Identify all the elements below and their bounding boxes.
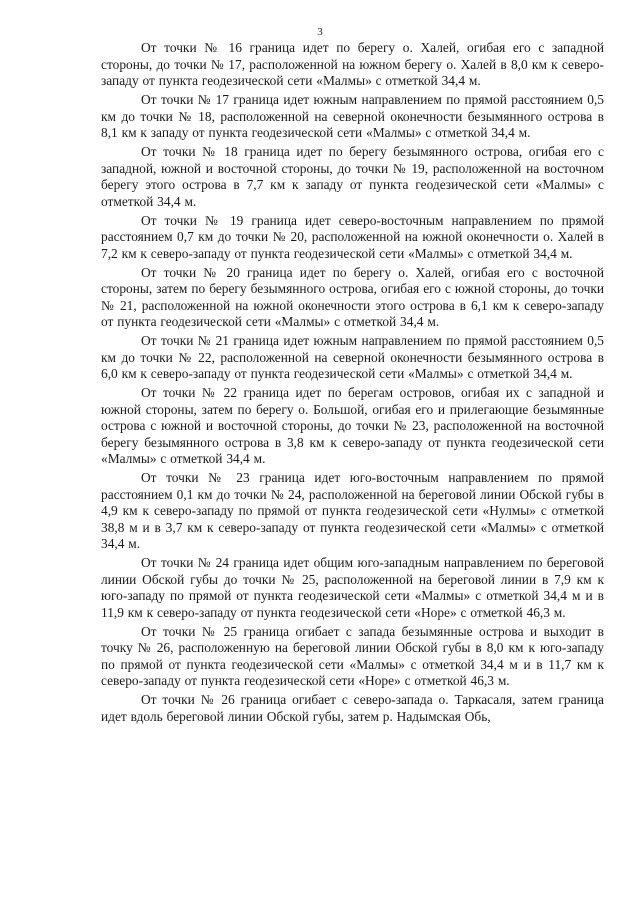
paragraph-point-26: От точки № 26 граница огибает с северо-запада о. Таркасаля, затем граница идет вдоль береговой линии Обской губы, затем р. Надымская Обь, [101,692,604,724]
paragraph-point-17: От точки № 17 граница идет южным направлением по прямой расстоянием 0,5 км до точки № 18, расположенной на северной оконечности безымянного острова в 8,1 км к западу от пункта геодезической сети «Малмы» с отметкой 34,4 м. [101,92,604,140]
paragraph-point-20: От точки № 20 граница идет по берегу о. Халей, огибая его с восточной стороны, затем по берегу безымянного острова, огибая его с южной стороны, до точки № 21, расположенной на южной оконечности этого острова в 6,1 км к северо-западу от пункта геодезической сети «Малмы» с отметкой 34,4 м. [101,264,604,329]
paragraph-point-25: От точки № 25 граница огибает с запада безымянные острова и выходит в точку № 26, расположенную на береговой линии Обской губы в 8,0 км к юго-западу по прямой от пункта геодезической сети «Малмы» с отметкой 34,4 м и в 11,7 км к северо-западу от пункта геодезической сети «Норе» с отметкой 46,3 м. [101,623,604,688]
paragraph-point-24: От точки № 24 граница идет общим юго-западным направлением по береговой линии Обской губы до точки № 25, расположенной на береговой линии в 7,9 км к юго-западу по прямой от пункта геодезической сети «Малмы» с отметкой 34,4 м и в 11,9 км к северо-западу от пункта геодезической сети «Норе» с отметкой 46,3 м. [101,555,604,620]
paragraph-point-16: От точки № 16 граница идет по берегу о. Халей, огибая его с западной стороны, до точки № 17, расположенной на южном берегу о. Халей в 8,0 км к северо-западу от пункта геодезической сети «Малмы» с отметкой 34,4 м. [101,40,604,88]
document-body [101,40,604,728]
paragraph-point-18: От точки № 18 граница идет по берегу безымянного острова, огибая его с западной, южной и восточной стороны, до точки № 19, расположенной на восточном берегу этого острова в 7,7 км к западу от пункта геодезической сети «Малмы» с отметкой 34,4 м. [101,144,604,209]
page-number: 3 [317,26,323,38]
paragraph-point-22: От точки № 22 граница идет по берегам островов, огибая их с западной и южной стороны, затем по берегу о. Большой, огибая его и прилегающие безымянные острова с южной и восточной стороны, до точки № 23, расположенной на восточной берегу безымянного острова в 3,8 км к северо-западу от пункта геодезической сети «Малмы» с отметкой 34,4 м. [101,385,604,466]
paragraph-point-21: От точки № 21 граница идет южным направлением по прямой расстоянием 0,5 км до точки № 22, расположенной на северной оконечности безымянного острова в 6,0 км к северо-западу от пункта геодезической сети «Малмы» с отметкой 34,4 м. [101,333,604,381]
paragraph-point-19: От точки № 19 граница идет северо-восточным направлением по прямой расстоянием 0,7 км до точки № 20, расположенной на южной оконечности о. Халей в 7,2 км к северо-западу от пункта геодезической сети «Малмы» с отметкой 34,4 м. [101,212,604,261]
paragraph-point-23: От точки № 23 граница идет юго-восточным направлением по прямой расстоянием 0,1 км до точки № 24, расположенной на береговой линии Обской губы в 4,9 км к северо-западу по прямой от пункта геодезической сети «Нулмы» с отметкой 38,8 м и в 3,7 км к северо-западу от пункта геодезической сети «Малмы» с отметкой 34,4 м. [101,470,604,551]
